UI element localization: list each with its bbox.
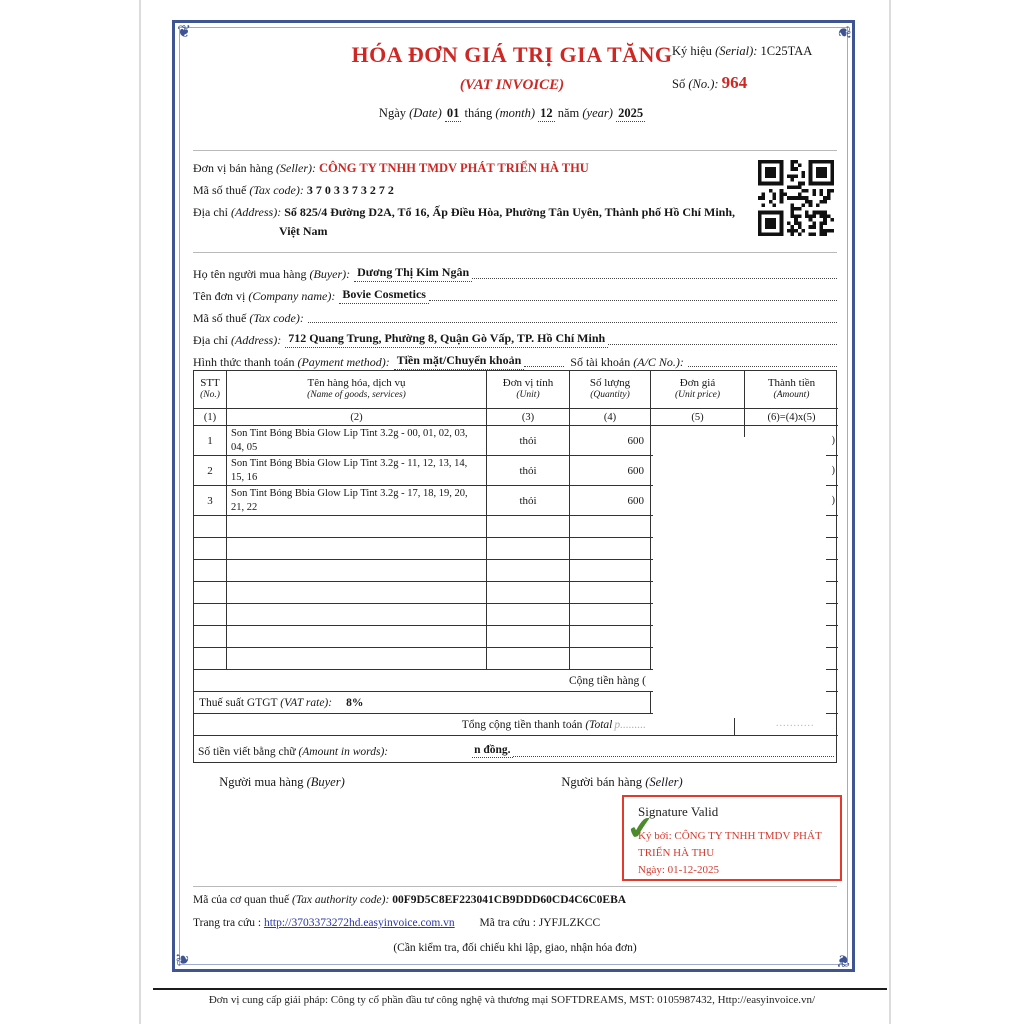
footer-rule [153, 988, 887, 990]
amount-in-words-row: Số tiền viết bằng chữ (Amount in words): n đồng. [194, 736, 838, 762]
buyer-company: Bovie Cosmetics [339, 287, 429, 304]
empty-cell [570, 626, 651, 648]
empty-cell [194, 582, 227, 604]
invoice-title: HÓA ĐƠN GIÁ TRỊ GIA TĂNG [351, 42, 673, 67]
seller-tax-code: 3 7 0 3 3 7 3 2 7 2 [306, 183, 394, 198]
divider [193, 150, 837, 151]
corner-ornament-icon: ❦ [177, 22, 192, 42]
empty-cell [194, 604, 227, 626]
date-day: 01 [446, 106, 460, 120]
month-label: tháng [464, 106, 493, 120]
empty-cell [487, 626, 570, 648]
lookup-row: Trang tra cứu : http://3703373272hd.easyinvoice.com.vn Mã tra cứu : JYFJLZKCC [193, 917, 601, 929]
year-label-en: (year) [582, 106, 613, 120]
item-amount: ) [745, 456, 838, 486]
signature-status: Signature Valid [638, 804, 719, 819]
vat-rate-row: Thuế suất GTGT (VAT rate): 8% [194, 692, 651, 714]
empty-cell [487, 582, 570, 604]
seller-signature-label: Người bán hàng (Seller) [561, 775, 683, 789]
item-no: 3 [194, 486, 227, 516]
serial-value: 1C25TAA [760, 44, 813, 58]
empty-cell [194, 626, 227, 648]
empty-cell [570, 582, 651, 604]
empty-cell [194, 516, 227, 538]
redaction-overlay [653, 437, 826, 718]
empty-cell [227, 626, 487, 648]
column-header: Số lượng (Quantity) [570, 371, 651, 409]
lookup-code: JYFJLZKCC [538, 917, 601, 929]
payment-method: Tiền mặt/Chuyển khoản [394, 353, 524, 370]
corner-ornament-icon: ❦ [173, 952, 194, 967]
item-unit: thỏi [487, 456, 570, 486]
signed-by: Ký bởi: CÔNG TY TNHH TMDV PHÁT TRIỂN HÀ THU [638, 830, 822, 860]
qr-code [758, 160, 834, 236]
seller-address: Số 825/4 Đường D2A, Tổ 16, Ấp Điều Hòa, Phường Tân Uyên, Thành phố Hồ Chí Minh, [284, 204, 736, 219]
item-quantity: 600 [570, 486, 651, 516]
signature-details [638, 828, 830, 879]
item-quantity: 600 [570, 456, 651, 486]
provider-line: Đơn vị cung cấp giải pháp: Công ty cổ phần đầu tư công nghệ và thương mại SOFTDREAMS, MST: 0105987432, Http://easyinvoice.vn/ [208, 994, 816, 1006]
item-no: 2 [194, 456, 227, 486]
empty-cell [227, 604, 487, 626]
buyer-name: Dương Thị Kim Ngân [354, 265, 472, 282]
invoice-date-line [232, 106, 792, 121]
item-no: 1 [194, 426, 227, 456]
empty-cell [570, 648, 651, 670]
signed-date: Ngày: 01-12-2025 [638, 864, 719, 877]
date-month: 12 [540, 106, 553, 120]
invoice-page [172, 20, 855, 972]
buyer-taxcode-row: Mã số thuế (Tax code): [193, 304, 837, 326]
item-unit: thỏi [487, 426, 570, 456]
empty-cell [227, 560, 487, 582]
grand-total-row: Tổng cộng tiền thanh toán (Total p......... [194, 714, 838, 736]
photo-edge-right [889, 0, 891, 1024]
vat-rate-value: 8% [346, 696, 364, 709]
date-label: Ngày [378, 106, 406, 120]
empty-cell [570, 560, 651, 582]
column-index: (3) [487, 409, 570, 426]
column-index: (5) [651, 409, 745, 426]
buyer-signature-label: Người mua hàng (Buyer) [219, 775, 345, 789]
divider [193, 886, 837, 887]
corner-ornament-icon: ❦ [833, 25, 854, 40]
column-header: Đơn giá (Unit price) [651, 371, 745, 409]
column-index: (6)=(4)x(5) [745, 409, 838, 426]
seller-taxcode-row: Mã số thuế (Tax code): 3 7 0 3 3 7 3 2 7 2 [193, 183, 394, 198]
empty-cell [570, 516, 651, 538]
invoice-number: 964 [721, 73, 748, 92]
lookup-url-link[interactable]: http://3703373272hd.easyinvoice.com.vn [263, 917, 455, 929]
empty-cell [227, 582, 487, 604]
empty-cell [194, 538, 227, 560]
empty-cell [487, 604, 570, 626]
empty-cell [570, 538, 651, 560]
empty-cell [227, 538, 487, 560]
year-label: năm [557, 106, 580, 120]
column-header: Đơn vị tính (Unit) [487, 371, 570, 409]
buyer-address: 712 Quang Trung, Phường 8, Quận Gò Vấp, TP. Hồ Chí Minh [285, 331, 608, 348]
column-index: (4) [570, 409, 651, 426]
item-name: Son Tint Bóng Bbia Glow Lip Tint 3.2g - 00, 01, 02, 03, 04, 05 [227, 426, 487, 456]
item-quantity: 600 [570, 426, 651, 456]
buyer-name-row: Họ tên người mua hàng (Buyer): Dương Thị Kim Ngân [193, 260, 837, 282]
empty-cell [487, 516, 570, 538]
invoice-subtitle: (VAT INVOICE) [459, 77, 565, 93]
column-index: (1) [194, 409, 227, 426]
check-icon: ✔ [625, 807, 656, 849]
corner-ornament-icon: ❦ [835, 950, 850, 970]
item-name: Son Tint Bóng Bbia Glow Lip Tint 3.2g - 17, 18, 19, 20, 21, 22 [227, 486, 487, 516]
column-header: Thành tiền (Amount) [745, 371, 838, 409]
amount-in-words-visible: n đồng. [474, 744, 511, 756]
item-name: Son Tint Bóng Bbia Glow Lip Tint 3.2g - 11, 12, 13, 14, 15, 16 [227, 456, 487, 486]
date-year: 2025 [618, 106, 644, 120]
invoice-number-row: Số (No.): 964 [672, 73, 748, 92]
empty-cell [194, 560, 227, 582]
tax-authority-code: 00F9D5C8EF223041CB9DDD60CD4C6C0EBA [392, 894, 627, 906]
subtotal-label: Cộng tiền hàng ( [569, 674, 646, 687]
payment-method-row: Hình thức thanh toán (Payment method): Tiền mặt/Chuyển khoản Số tài khoản (A/C No.): [193, 348, 837, 370]
serial-row: Ký hiệu (Serial): 1C25TAA [672, 44, 813, 58]
seller-name-row: Đơn vị bán hàng (Seller): CÔNG TY TNHH TMDV PHÁT TRIỂN HÀ THU [193, 161, 589, 175]
empty-cell [227, 516, 487, 538]
buyer-company-row: Tên đơn vị (Company name): Bovie Cosmetics [193, 282, 837, 304]
item-amount: ) [745, 426, 838, 456]
photo-edge-left [139, 0, 141, 1024]
column-header: STT (No.) [194, 371, 227, 409]
date-label-en: (Date) [409, 106, 442, 120]
tax-authority-row: Mã của cơ quan thuế (Tax authority code): 00F9D5C8EF223041CB9DDD60CD4C6C0EBA [193, 894, 627, 906]
empty-cell [227, 648, 487, 670]
redacted-dots: ........... [776, 718, 815, 729]
item-amount: ) [745, 486, 838, 516]
buyer-address-row: Địa chỉ (Address): 712 Quang Trung, Phường 8, Quận Gò Vấp, TP. Hồ Chí Minh [193, 326, 837, 348]
empty-cell [570, 604, 651, 626]
seller-name: CÔNG TY TNHH TMDV PHÁT TRIỂN HÀ THU [318, 161, 589, 175]
month-label-en: (month) [495, 106, 535, 120]
empty-cell [194, 648, 227, 670]
empty-cell [487, 538, 570, 560]
digital-signature-stamp [622, 795, 842, 881]
column-header: Tên hàng hóa, dịch vụ (Name of goods, services) [227, 371, 487, 409]
divider [193, 252, 837, 253]
item-unit: thỏi [487, 486, 570, 516]
column-index: (2) [227, 409, 487, 426]
column-divider-stub [734, 718, 735, 735]
empty-cell [487, 648, 570, 670]
empty-cell [487, 560, 570, 582]
seller-address-line2: Việt Nam [279, 223, 328, 238]
seller-address-row: Địa chỉ (Address): Số 825/4 Đường D2A, Tổ 16, Ấp Điều Hòa, Phường Tân Uyên, Thành phố Hồ Chí Minh, Việt Nam [193, 203, 755, 240]
verification-note: (Cần kiểm tra, đối chiếu khi lập, giao, nhận hóa đơn) [393, 942, 637, 954]
items-table [193, 370, 837, 763]
